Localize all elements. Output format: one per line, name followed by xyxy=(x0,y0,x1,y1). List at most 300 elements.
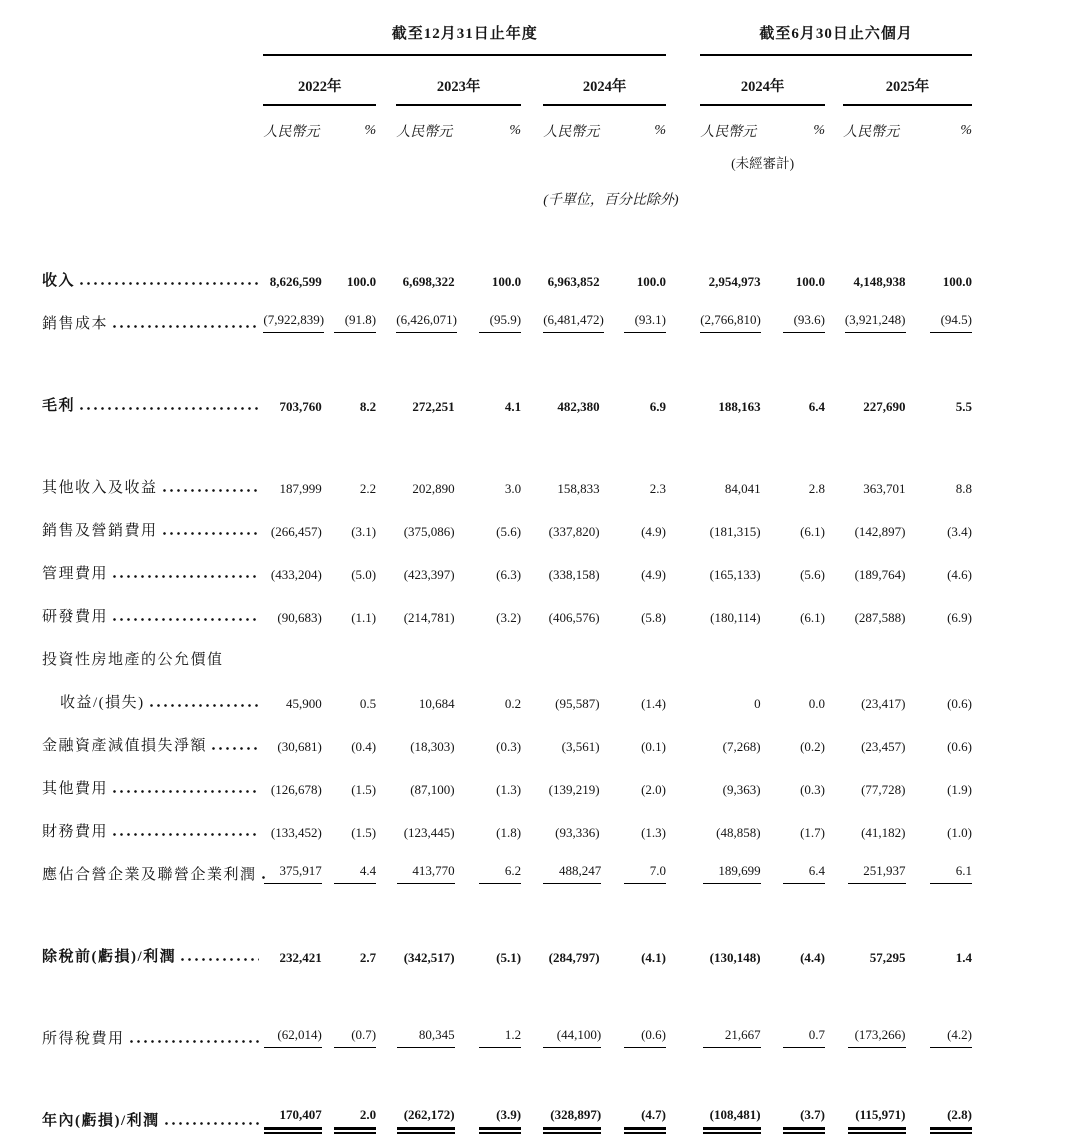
value-cell xyxy=(396,1092,454,1135)
column-gap xyxy=(521,674,543,717)
column-gap xyxy=(825,928,843,971)
value-cell: (4.6) xyxy=(947,567,972,582)
table-row xyxy=(42,252,972,295)
value-cell: (130,148) xyxy=(709,950,761,965)
value-cell: (6.1) xyxy=(800,610,825,625)
value-cell xyxy=(761,295,825,338)
column-gap xyxy=(825,1010,843,1053)
table-row xyxy=(42,295,972,338)
value-cell: (1.5) xyxy=(351,782,377,797)
value-cell: 2.8 xyxy=(808,481,825,496)
value-cell xyxy=(263,631,321,674)
row-label xyxy=(42,803,263,846)
value-cell: (93,336) xyxy=(555,825,600,840)
row-label xyxy=(42,846,263,889)
sum-rule: (7,922,839) xyxy=(263,312,324,333)
column-gap xyxy=(825,502,843,545)
column-gap xyxy=(825,1092,843,1135)
sum-rule: 375,917 xyxy=(264,863,322,884)
value-cell: 45,900 xyxy=(286,696,322,711)
sum-rule: (2,766,810) xyxy=(700,312,761,333)
row-label-text: 銷售及營銷費用 xyxy=(42,523,158,539)
value-cell xyxy=(761,631,825,674)
column-gap xyxy=(666,674,700,717)
column-gap xyxy=(666,760,700,803)
dot-leader xyxy=(80,282,259,285)
value-cell: (0.6) xyxy=(947,739,972,754)
column-gap xyxy=(666,803,700,846)
column-gap xyxy=(521,803,543,846)
total-rule: (108,481) xyxy=(703,1107,761,1130)
column-gap xyxy=(376,1010,396,1053)
column-gap xyxy=(376,459,396,502)
sum-rule: (62,014) xyxy=(264,1027,322,1048)
value-cell xyxy=(700,846,760,889)
row-label xyxy=(42,760,263,803)
column-gap xyxy=(376,717,396,760)
table-row xyxy=(42,1092,972,1135)
value-cell: (1.1) xyxy=(351,610,377,625)
value-cell: 227,690 xyxy=(863,399,906,414)
row-label-text: 所得稅費用 xyxy=(42,1031,125,1047)
column-gap xyxy=(376,928,396,971)
value-cell: 272,251 xyxy=(412,399,455,414)
section-spacer xyxy=(42,1053,972,1092)
value-cell: 482,380 xyxy=(557,399,600,414)
value-cell: 363,701 xyxy=(863,481,906,496)
row-label xyxy=(42,545,263,588)
sum-rule: 6.2 xyxy=(479,863,521,884)
total-rule: (115,971) xyxy=(848,1107,906,1130)
value-cell: (6.3) xyxy=(496,567,522,582)
table-row xyxy=(42,1010,972,1053)
row-label-text: 收入 xyxy=(42,273,76,289)
column-gap xyxy=(376,760,396,803)
value-cell xyxy=(396,295,457,338)
column-gap xyxy=(825,295,843,338)
value-cell xyxy=(455,631,521,674)
year-header-2024: 2024年 xyxy=(543,55,666,105)
dot-leader xyxy=(113,325,259,328)
financial-summary-table xyxy=(42,16,972,1135)
value-cell: (23,457) xyxy=(861,739,906,754)
value-cell: (5.8) xyxy=(641,610,666,625)
value-cell xyxy=(322,631,376,674)
value-cell xyxy=(543,1092,602,1135)
value-cell: (180,114) xyxy=(710,610,761,625)
value-cell: (90,683) xyxy=(277,610,322,625)
column-gap xyxy=(825,803,843,846)
column-gap xyxy=(521,1092,543,1135)
currency-header: 人民幣元 xyxy=(396,125,453,140)
currency-header: 人民幣元 xyxy=(263,125,320,140)
value-cell: (266,457) xyxy=(270,524,322,539)
value-cell: 10,684 xyxy=(418,696,455,711)
column-gap xyxy=(666,588,700,631)
value-cell: 57,295 xyxy=(869,950,906,965)
table-row xyxy=(42,545,972,588)
sum-rule: 4.4 xyxy=(334,863,376,884)
value-cell: (95,587) xyxy=(555,696,600,711)
column-gap xyxy=(376,377,396,420)
empty-cell xyxy=(42,55,263,105)
section-spacer xyxy=(42,338,972,377)
total-rule: 2.0 xyxy=(334,1107,376,1130)
sum-rule: (93.1) xyxy=(624,312,666,333)
value-cell: 0.2 xyxy=(504,696,522,711)
units-note-row xyxy=(42,174,972,213)
value-cell xyxy=(543,631,599,674)
section-spacer xyxy=(42,420,972,459)
dot-leader xyxy=(130,1040,260,1043)
units-note: (千單位，百分比除外) xyxy=(543,193,679,208)
table-row xyxy=(42,928,972,971)
value-cell: 5.5 xyxy=(955,399,972,414)
row-label-text: 銷售成本 xyxy=(42,316,109,332)
value-cell: 100.0 xyxy=(491,274,522,289)
row-label-text: 年內(虧損)/利潤 xyxy=(42,1113,160,1129)
column-gap xyxy=(376,631,396,674)
column-gap xyxy=(825,717,843,760)
value-cell: 8.2 xyxy=(359,399,377,414)
row-label-text: 金融資產減值損失淨額 xyxy=(42,738,208,754)
value-cell: (139,219) xyxy=(548,782,600,797)
value-cell xyxy=(843,846,905,889)
value-cell xyxy=(843,295,905,338)
value-cell: (337,820) xyxy=(548,524,600,539)
value-cell xyxy=(700,631,760,674)
row-label xyxy=(42,717,263,760)
sum-rule: (95.9) xyxy=(479,312,521,333)
dot-leader xyxy=(150,704,260,707)
value-cell: (3.1) xyxy=(351,524,377,539)
value-cell: (5.1) xyxy=(496,950,522,965)
table-row xyxy=(42,631,972,674)
value-cell: 1.4 xyxy=(955,950,972,965)
value-cell: 8.8 xyxy=(955,481,972,496)
value-cell xyxy=(700,295,760,338)
sum-rule: 7.0 xyxy=(624,863,666,884)
column-gap xyxy=(825,545,843,588)
percent-header: % xyxy=(654,123,666,138)
sum-rule: (6,481,472) xyxy=(543,312,604,333)
sum-rule: (173,266) xyxy=(848,1027,906,1048)
value-cell: (30,681) xyxy=(277,739,322,754)
total-rule: (3.7) xyxy=(783,1107,825,1130)
dot-leader xyxy=(113,618,259,621)
value-cell: 3.0 xyxy=(504,481,522,496)
value-cell: (77,728) xyxy=(861,782,906,797)
value-cell xyxy=(700,1010,760,1053)
unaudited-note-row xyxy=(42,143,972,174)
value-cell: (181,315) xyxy=(709,524,761,539)
value-cell xyxy=(600,846,666,889)
value-cell xyxy=(843,1010,905,1053)
value-cell: (3.4) xyxy=(947,524,972,539)
section-spacer xyxy=(42,971,972,1010)
value-cell: (189,764) xyxy=(854,567,906,582)
column-gap xyxy=(521,846,543,889)
column-gap xyxy=(825,674,843,717)
value-cell: (5.0) xyxy=(351,567,377,582)
value-cell: 2,954,973 xyxy=(708,274,761,289)
value-cell: (6.9) xyxy=(947,610,972,625)
value-cell: 232,421 xyxy=(279,950,322,965)
column-gap xyxy=(521,459,543,502)
group-gap xyxy=(666,16,700,55)
sum-rule: (91.8) xyxy=(334,312,376,333)
value-cell: 100.0 xyxy=(795,274,825,289)
sum-rule: (4.2) xyxy=(930,1027,972,1048)
value-cell: (4.9) xyxy=(641,567,666,582)
value-cell: (133,452) xyxy=(270,825,322,840)
sum-rule: 21,667 xyxy=(703,1027,761,1048)
value-cell xyxy=(761,846,825,889)
value-cell: 84,041 xyxy=(724,481,761,496)
value-cell xyxy=(396,631,454,674)
column-gap xyxy=(376,295,396,338)
sum-rule: 189,699 xyxy=(703,863,761,884)
group-header-interim: 截至6月30日止六個月 xyxy=(700,16,972,55)
column-gap xyxy=(666,377,700,420)
value-cell: (9,363) xyxy=(722,782,761,797)
table-row xyxy=(42,674,972,717)
value-cell xyxy=(600,1092,666,1135)
dot-leader xyxy=(212,747,259,750)
value-cell: (6.1) xyxy=(800,524,825,539)
value-cell: (0.2) xyxy=(800,739,825,754)
section-spacer xyxy=(42,889,972,928)
row-label xyxy=(42,1010,263,1053)
value-cell: (1.9) xyxy=(947,782,972,797)
row-label-text: 收益/(損失) xyxy=(60,695,145,711)
column-gap xyxy=(825,588,843,631)
table-row xyxy=(42,760,972,803)
value-cell: 6,698,322 xyxy=(402,274,455,289)
currency-header: 人民幣元 xyxy=(843,125,900,140)
sum-rule: 413,770 xyxy=(397,863,455,884)
column-gap xyxy=(666,631,700,674)
value-cell: (3.2) xyxy=(496,610,522,625)
value-cell xyxy=(543,1010,602,1053)
row-label-text: 研發費用 xyxy=(42,609,109,625)
row-label-text: 其他費用 xyxy=(42,781,109,797)
sum-rule: 1.2 xyxy=(479,1027,521,1048)
value-cell: (1.4) xyxy=(641,696,666,711)
column-gap xyxy=(521,717,543,760)
column-gap xyxy=(666,1092,700,1135)
column-gap xyxy=(666,717,700,760)
column-gap xyxy=(521,631,543,674)
row-label xyxy=(42,674,263,717)
value-cell: (0.6) xyxy=(947,696,972,711)
dot-leader xyxy=(113,833,259,836)
value-cell: (3,561) xyxy=(561,739,600,754)
value-cell: (1.3) xyxy=(496,782,522,797)
column-gap xyxy=(376,674,396,717)
value-cell: 703,760 xyxy=(279,399,322,414)
sum-rule: (3,921,248) xyxy=(845,312,906,333)
total-rule: (4.7) xyxy=(624,1107,666,1130)
year-header-2024-interim: 2024年 xyxy=(700,55,825,105)
value-cell xyxy=(396,1010,454,1053)
value-cell: (5.6) xyxy=(800,567,825,582)
row-label xyxy=(42,1092,263,1135)
value-cell: 100.0 xyxy=(346,274,377,289)
value-cell xyxy=(322,295,376,338)
value-cell: (7,268) xyxy=(722,739,761,754)
value-cell: 0.5 xyxy=(359,696,377,711)
row-label-text: 管理費用 xyxy=(42,566,109,582)
value-cell: (2.0) xyxy=(641,782,666,797)
sum-rule: 251,937 xyxy=(848,863,906,884)
unaudited-note: (未經審計) xyxy=(731,156,795,171)
value-cell: 2.7 xyxy=(359,950,377,965)
year-header-2025-interim: 2025年 xyxy=(843,55,972,105)
sum-rule: (93.6) xyxy=(783,312,825,333)
column-gap xyxy=(666,459,700,502)
value-cell: (423,397) xyxy=(403,567,455,582)
value-cell: (18,303) xyxy=(410,739,455,754)
value-cell: 158,833 xyxy=(557,481,600,496)
column-gap xyxy=(666,1010,700,1053)
percent-header: % xyxy=(960,123,972,138)
sum-rule: 0.7 xyxy=(783,1027,825,1048)
row-label xyxy=(42,631,263,674)
column-gap xyxy=(521,760,543,803)
column-gap xyxy=(376,803,396,846)
currency-header: 人民幣元 xyxy=(700,125,757,140)
value-cell xyxy=(322,1010,376,1053)
column-gap xyxy=(666,252,700,295)
value-cell xyxy=(322,1092,376,1135)
column-gap xyxy=(825,252,843,295)
value-cell: (1.7) xyxy=(800,825,825,840)
value-cell xyxy=(843,1092,905,1135)
row-label xyxy=(42,295,263,338)
value-cell: (4.9) xyxy=(641,524,666,539)
value-cell xyxy=(263,295,325,338)
value-cell: 100.0 xyxy=(636,274,666,289)
value-cell: (338,158) xyxy=(548,567,600,582)
column-gap xyxy=(521,295,543,338)
column-gap xyxy=(666,545,700,588)
table-row xyxy=(42,717,972,760)
value-cell: 2.3 xyxy=(649,481,666,496)
column-gap xyxy=(376,588,396,631)
row-label xyxy=(42,459,263,502)
sum-rule: (94.5) xyxy=(930,312,972,333)
value-cell xyxy=(543,295,604,338)
value-cell xyxy=(455,846,521,889)
dot-leader xyxy=(165,1122,260,1125)
value-cell: 202,890 xyxy=(412,481,455,496)
value-cell: (0.1) xyxy=(641,739,666,754)
column-gap xyxy=(825,846,843,889)
column-gap xyxy=(666,928,700,971)
year-header-2022: 2022年 xyxy=(263,55,376,105)
sum-rule: 6.4 xyxy=(783,863,825,884)
value-cell: 187,999 xyxy=(279,481,322,496)
column-gap xyxy=(825,459,843,502)
section-spacer xyxy=(42,213,972,252)
value-cell: (1.8) xyxy=(496,825,522,840)
sum-rule: 488,247 xyxy=(543,863,601,884)
sum-rule: (0.6) xyxy=(624,1027,666,1048)
sum-rule: (44,100) xyxy=(543,1027,601,1048)
value-cell: (123,445) xyxy=(403,825,455,840)
row-label-text: 除稅前(虧損)/利潤 xyxy=(42,949,177,965)
column-gap xyxy=(376,502,396,545)
row-label-text: 其他收入及收益 xyxy=(42,480,158,496)
value-cell: (214,781) xyxy=(403,610,455,625)
table-row xyxy=(42,459,972,502)
value-cell: (5.6) xyxy=(496,524,522,539)
column-gap xyxy=(376,846,396,889)
value-cell: 6.4 xyxy=(808,399,825,414)
value-cell: (1.5) xyxy=(351,825,377,840)
value-cell: 6.9 xyxy=(649,399,666,414)
value-cell xyxy=(600,295,666,338)
value-cell: (48,858) xyxy=(716,825,761,840)
percent-header: % xyxy=(509,123,522,138)
dot-leader xyxy=(163,532,260,535)
value-cell: (284,797) xyxy=(548,950,600,965)
column-gap xyxy=(521,928,543,971)
column-gap xyxy=(521,1010,543,1053)
value-cell: (433,204) xyxy=(270,567,322,582)
value-cell: (375,086) xyxy=(403,524,455,539)
value-cell xyxy=(843,631,905,674)
sum-rule: (6,426,071) xyxy=(396,312,457,333)
column-gap xyxy=(825,631,843,674)
value-cell: (4.4) xyxy=(800,950,825,965)
table-body xyxy=(42,213,972,1135)
year-header-2023: 2023年 xyxy=(396,55,521,105)
row-label xyxy=(42,502,263,545)
value-cell xyxy=(455,1010,521,1053)
currency-header: 人民幣元 xyxy=(543,125,600,140)
value-cell: (23,417) xyxy=(861,696,906,711)
value-cell: (406,576) xyxy=(548,610,600,625)
value-cell: (41,182) xyxy=(861,825,906,840)
dot-leader xyxy=(80,407,259,410)
total-rule: (262,172) xyxy=(397,1107,455,1130)
value-cell xyxy=(600,1010,666,1053)
value-cell xyxy=(906,1092,973,1135)
period-group-header-row xyxy=(42,16,972,55)
value-cell xyxy=(761,1092,825,1135)
value-cell: 0.0 xyxy=(808,696,825,711)
column-gap xyxy=(521,502,543,545)
column-gap xyxy=(376,252,396,295)
value-cell xyxy=(761,1010,825,1053)
value-cell: 188,163 xyxy=(718,399,761,414)
column-gap xyxy=(521,588,543,631)
dot-leader xyxy=(113,575,259,578)
value-cell xyxy=(455,1092,521,1135)
value-cell xyxy=(906,1010,973,1053)
value-cell: (342,517) xyxy=(403,950,455,965)
value-cell: 6,963,852 xyxy=(547,274,600,289)
percent-header: % xyxy=(364,123,377,138)
sum-rule: (0.7) xyxy=(334,1027,376,1048)
row-label xyxy=(42,588,263,631)
column-gap xyxy=(825,377,843,420)
value-cell: 100.0 xyxy=(942,274,972,289)
value-cell xyxy=(700,1092,760,1135)
value-cell xyxy=(906,295,973,338)
